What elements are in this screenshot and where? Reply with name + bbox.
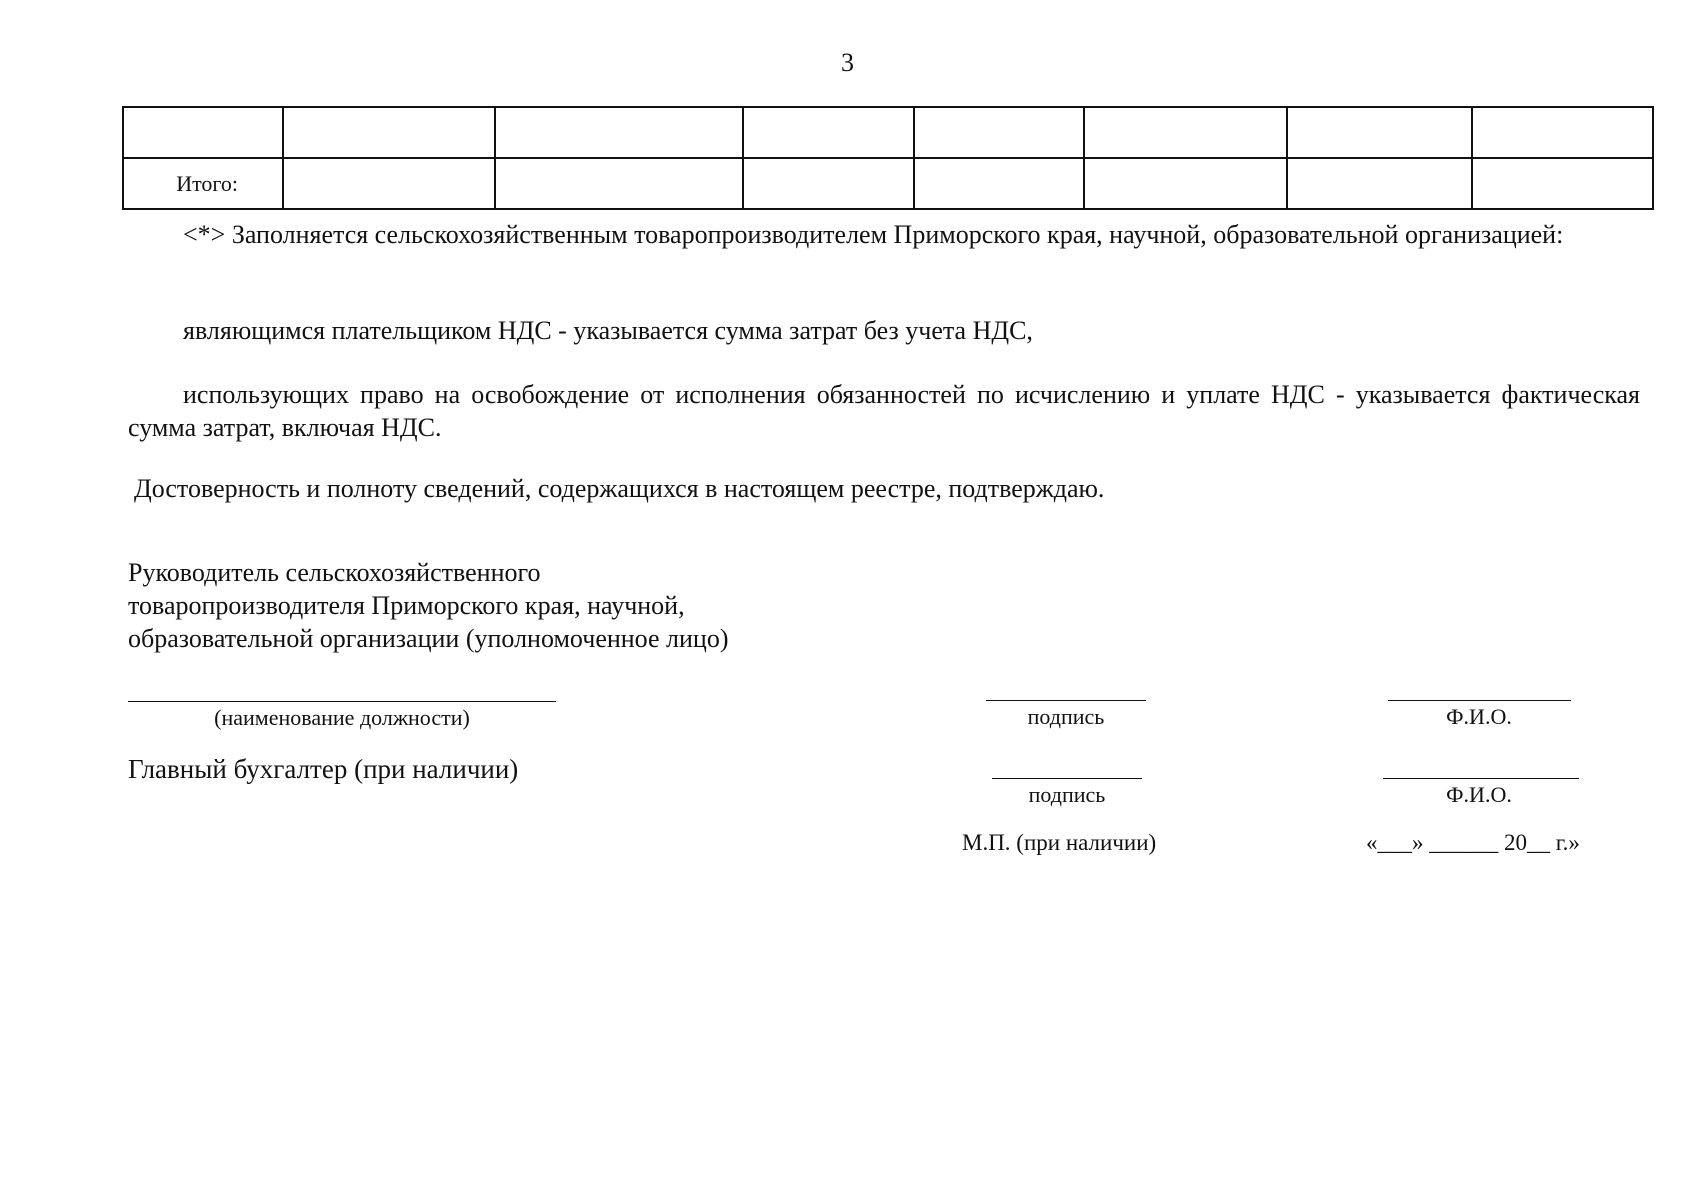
head-title-line: товаропроизводителя Приморского края, научной, xyxy=(128,591,685,620)
confirmation-text: Достоверность и полноту сведений, содержащихся в настоящем реестре, подтверждаю. xyxy=(134,474,1105,503)
fio-caption: Ф.И.О. xyxy=(1446,704,1512,729)
table-cell xyxy=(1084,107,1287,158)
chief-signature-caption: подпись xyxy=(1028,782,1106,807)
chief-fio-line xyxy=(1383,778,1579,779)
chief-fio-caption: Ф.И.О. xyxy=(1446,782,1512,807)
table-cell xyxy=(743,158,914,209)
table-cell xyxy=(1472,158,1653,209)
position-caption: (наименование должности) xyxy=(214,705,470,730)
date-field: «___» ______ 20__ г.» xyxy=(1366,830,1580,855)
head-title xyxy=(128,556,729,655)
head-title-line: образовательной организации (уполномоченное лицо) xyxy=(128,624,729,653)
table-cell xyxy=(283,158,495,209)
table-row-total xyxy=(123,158,1653,209)
total-label: Итого: xyxy=(123,158,283,209)
registry-table xyxy=(122,106,1654,210)
position-line xyxy=(128,701,556,702)
chief-signature-line xyxy=(992,778,1142,779)
signature-caption: подпись xyxy=(1027,704,1105,729)
table-cell xyxy=(914,158,1084,209)
table-cell xyxy=(495,107,743,158)
fio-line xyxy=(1388,700,1571,701)
table-cell xyxy=(1287,107,1472,158)
signature-line xyxy=(986,700,1146,701)
stamp-label: М.П. (при наличии) xyxy=(962,830,1157,855)
table-row xyxy=(123,107,1653,158)
table-cell xyxy=(914,107,1084,158)
head-title-line: Руководитель сельскохозяйственного xyxy=(128,558,541,587)
page-number: 3 xyxy=(841,48,854,77)
table-cell xyxy=(1084,158,1287,209)
footnote-vat-payer: являющимся плательщиком НДС - указывается сумма затрат без учета НДС, xyxy=(183,316,1033,345)
chief-accountant-label: Главный бухгалтер (при наличии) xyxy=(128,754,519,784)
table-cell xyxy=(1472,107,1653,158)
table-cell xyxy=(123,107,283,158)
footnote-text: <*> Заполняется сельскохозяйственным товаропроизводителем Приморского края, научной, образовательной организацией: xyxy=(183,220,1564,249)
table-cell xyxy=(495,158,743,209)
table-cell xyxy=(283,107,495,158)
table-cell xyxy=(743,107,914,158)
table-cell xyxy=(1287,158,1472,209)
footnote-vat-exempt: использующих право на освобождение от исполнения обязанностей по исчислению и уплате НДС - указывается фактическая сумма затрат, включая НДС. xyxy=(128,380,1640,442)
